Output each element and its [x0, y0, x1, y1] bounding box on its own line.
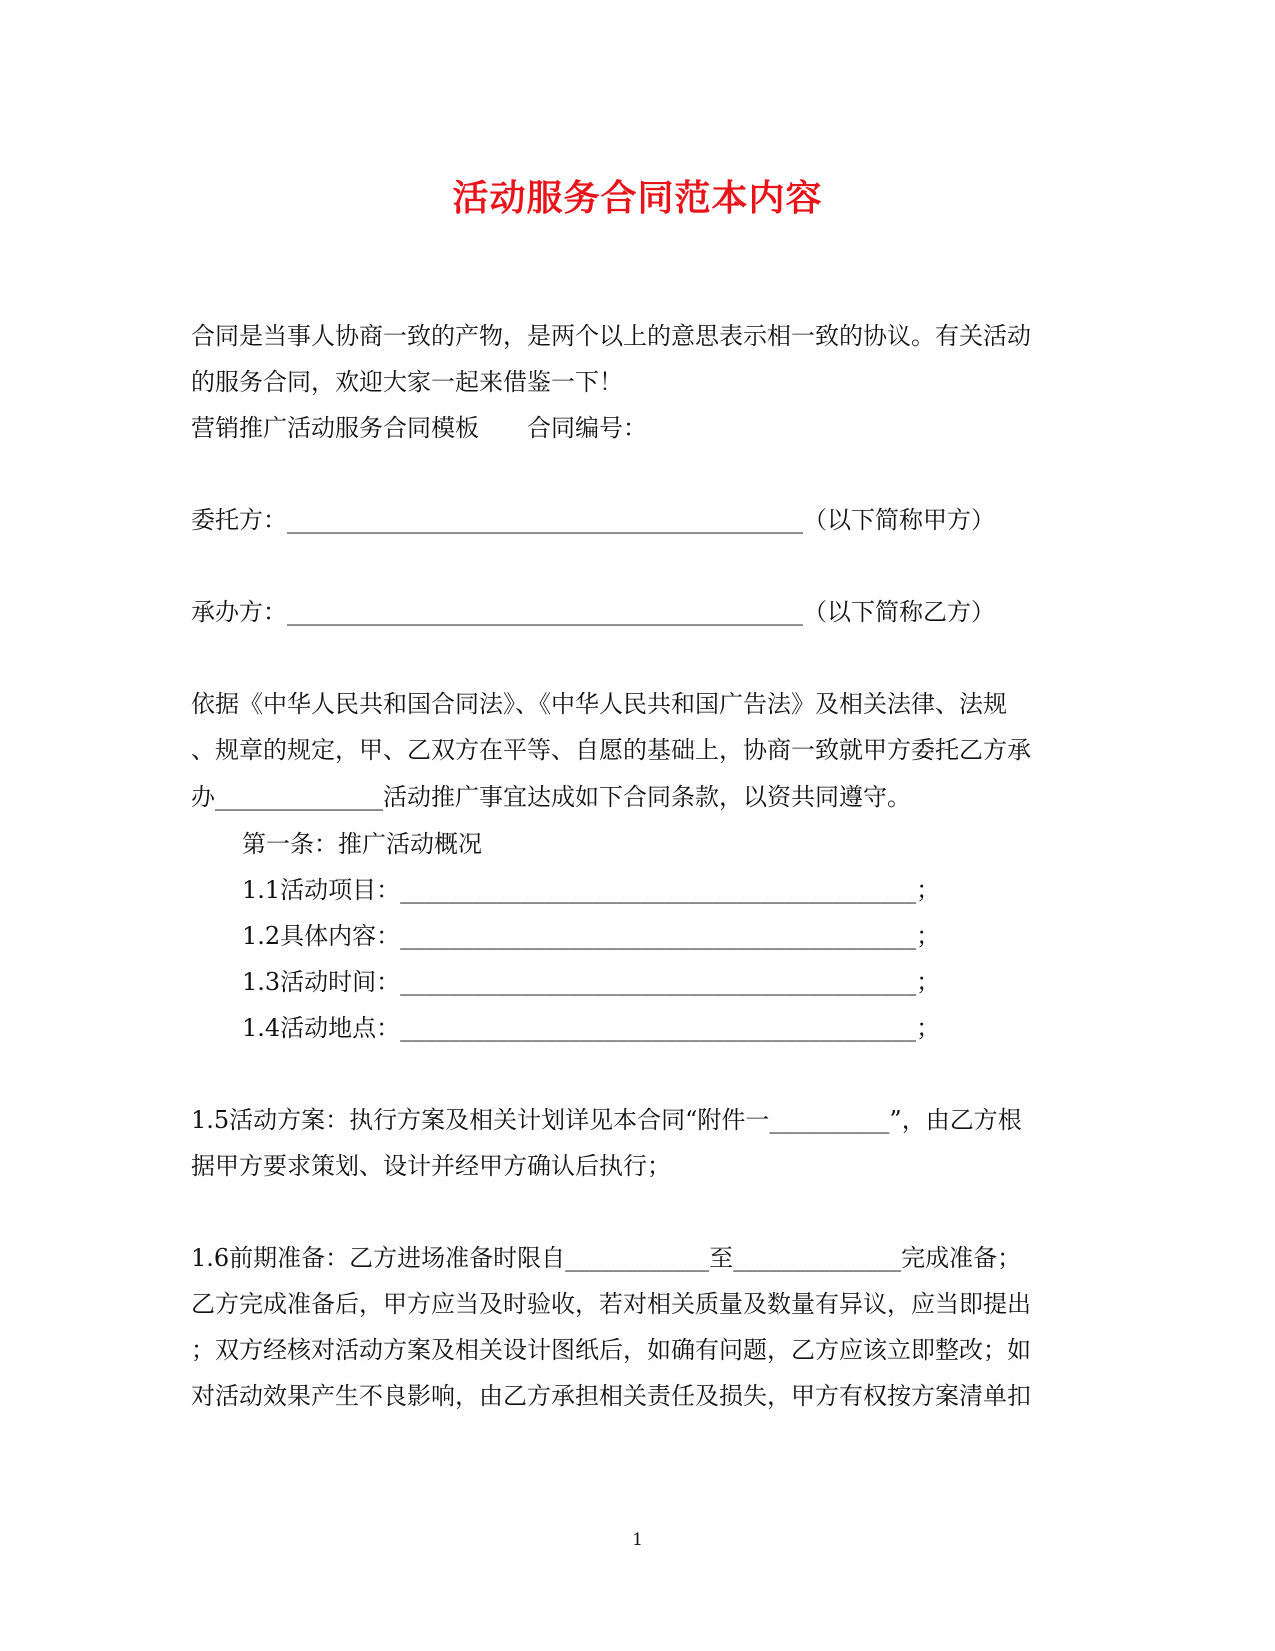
paragraph-line: 办______________活动推广事宜达成如下合同条款，以资共同遵守。 — [191, 783, 911, 811]
clause-line: 1.3活动时间：___________________________________________； — [242, 968, 941, 996]
paragraph-line: ；双方经核对活动方案及相关设计图纸后，如确有问题，乙方应该立即整改；如 — [191, 1336, 1031, 1364]
paragraph-line: 合同是当事人协商一致的产物，是两个以上的意思表示相一致的协议。有关活动 — [191, 322, 1031, 350]
clause-line: 1.4活动地点：___________________________________________； — [242, 1014, 941, 1042]
paragraph-line: 营销推广活动服务合同模板 合同编号： — [191, 414, 647, 442]
clause-line: 1.1活动项目：___________________________________________； — [242, 876, 941, 904]
paragraph-line: 委托方：___________________________________________（以下简称甲方） — [191, 506, 995, 534]
paragraph-line: 、规章的规定，甲、乙双方在平等、自愿的基础上，协商一致就甲方委托乙方承 — [191, 736, 1031, 764]
page-number: 1 — [632, 1530, 643, 1550]
paragraph-line: 据甲方要求策划、设计并经甲方确认后执行； — [191, 1152, 671, 1180]
paragraph-line: 承办方：___________________________________________（以下简称乙方） — [191, 598, 995, 626]
paragraph-line: 1.6前期准备：乙方进场准备时限自____________至______________完成准备； — [191, 1244, 1022, 1272]
paragraph-line: 依据《中华人民共和国合同法》、《中华人民共和国广告法》及相关法律、法规 — [191, 690, 1007, 718]
clause-line: 1.2具体内容：___________________________________________； — [242, 922, 941, 950]
paragraph-line: 的服务合同，欢迎大家一起来借鉴一下！ — [191, 368, 623, 396]
paragraph-line: 对活动效果产生不良影响，由乙方承担相关责任及损失，甲方有权按方案清单扣 — [191, 1382, 1031, 1410]
document-title: 活动服务合同范本内容 — [452, 177, 823, 219]
paragraph-line: 1.5活动方案：执行方案及相关计划详见本合同“附件一__________”，由乙方根 — [191, 1106, 1022, 1134]
section-heading: 第一条：推广活动概况 — [242, 830, 482, 858]
paragraph-line: 乙方完成准备后，甲方应当及时验收，若对相关质量及数量有异议，应当即提出 — [191, 1290, 1031, 1318]
